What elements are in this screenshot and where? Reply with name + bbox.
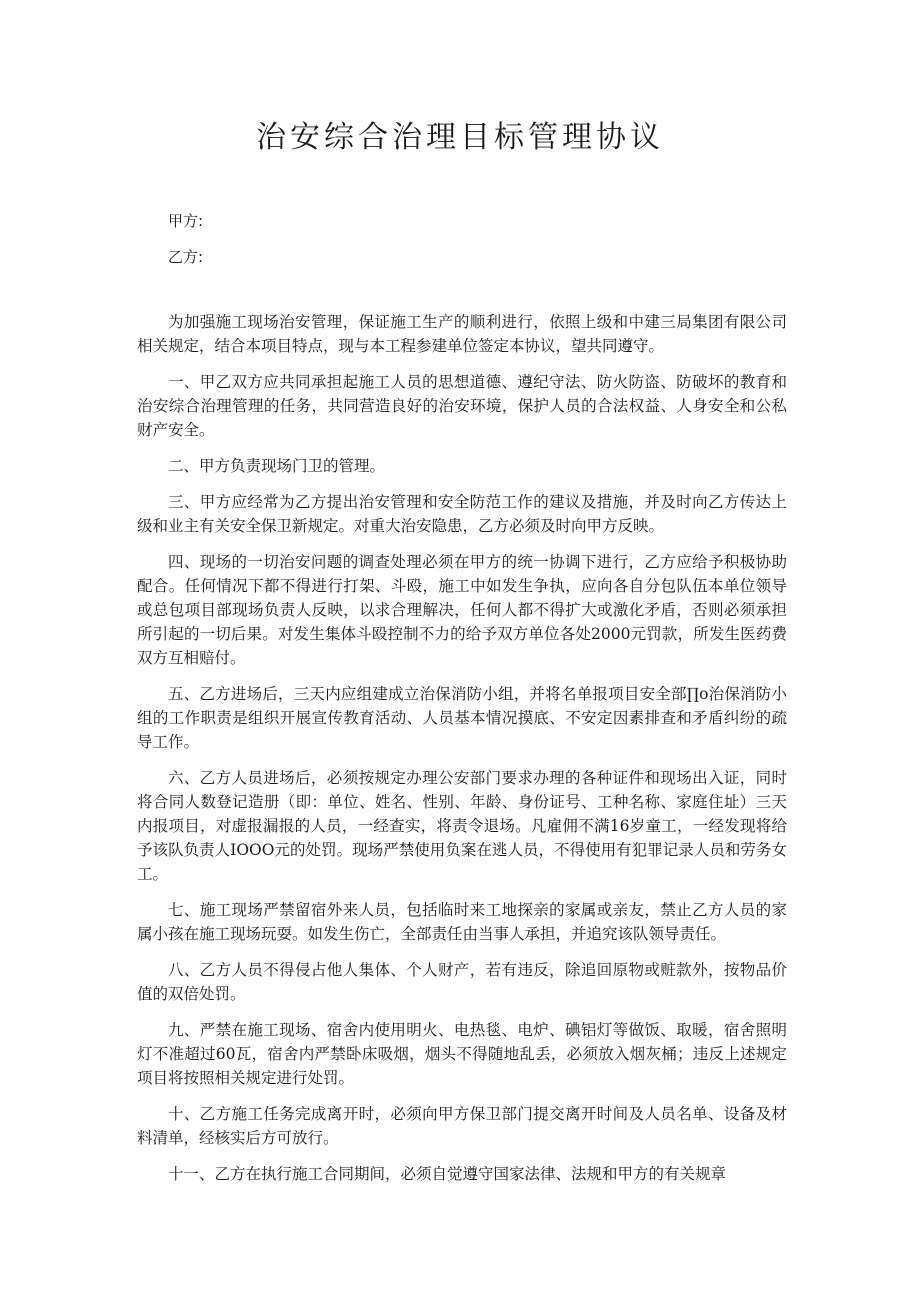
party-a-label: 甲方: [168,212,204,230]
clause-11: 十一、乙方在执行施工合同期间，必须自觉遵守国家法律、法规和甲方的有关规章 [168,1165,727,1183]
clause-10: 十、乙方施工任务完成离开时，必须向甲方保卫部门提交离开时间及人员名单、设备及材料清单，经核实后方可放行。 [137,1105,787,1147]
agreement-body [137,310,787,1198]
clause-9: 九、严禁在施工现场、宿舍内使用明火、电热毯、电炉、碘铝灯等做饭、取暖，宿舍照明灯不准超过60瓦，宿舍内严禁卧床吸烟，烟头不得随地乱丢，必须放入烟灰桶；违反上述规定项目将按照相关规定进行处罚。 [137,1021,787,1087]
clause-2: 二、甲方负责现场门卫的管理。 [168,457,386,475]
clause-1: 一、甲乙双方应共同承担起施工人员的思想道德、遵纪守法、防火防盗、防破坏的教育和治安综合治理管理的任务，共同营造良好的治安环境，保护人员的合法权益、人身安全和公私财产安全。 [137,373,787,439]
document-title: 治安综合治理目标管理协议 [256,120,664,155]
clause-5: 五、乙方进场后，三天内应组建成立治保消防小组，并将名单报项目安全部∏o治保消防小组的工作职责是组织开展宣传教育活动、人员基本情况摸底、不安定因素排查和矛盾纠纷的疏导工作。 [137,685,787,751]
clause-3: 三、甲方应经常为乙方提出治安管理和安全防范工作的建议及措施，并及时向乙方传达上级和业主有关安全保卫新规定。对重大治安隐患，乙方必须及时向甲方反映。 [137,493,787,535]
clause-6: 六、乙方人员进场后，必须按规定办理公安部门要求办理的各种证件和现场出入证，同时将合同人数登记造册（即：单位、姓名、性别、年龄、身份证号、工种名称、家庭住址）三天内报项目，对虚报漏报的人员，一经查实，将责令退场。凡雇佣不满16岁童工，一经发现将给予该队负责人IOOO元的处罚。现场严禁使用负案在逃人员，不得使用有犯罪记录人员和劳务女工。 [137,769,787,883]
party-b-label: 乙方: [168,248,204,266]
paragraph-intro: 为加强施工现场治安管理，保证施工生产的顺利进行，依照上级和中建三局集团有限公司相关规定，结合本项目特点，现与本工程参建单位签定本协议，望共同遵守。 [137,313,787,355]
clause-4: 四、现场的一切治安问题的调查处理必须在甲方的统一协调下进行，乙方应给予积极协助配合。任何情况下都不得进行打架、斗殴，施工中如发生争执，应向各自分包队伍本单位领导或总包项目部现场负责人反映，以求合理解决，任何人都不得扩大或激化矛盾，否则必须承担所引起的一切后果。对发生集体斗殴控制不力的给予双方单位各处2000元罚款，所发生医药费双方互相赔付。 [137,553,787,667]
clause-7: 七、施工现场严禁留宿外来人员，包括临时来工地探亲的家属或亲友，禁止乙方人员的家属小孩在施工现场玩耍。如发生伤亡，全部责任由当事人承担，并追究该队领导责任。 [137,901,787,943]
clause-8: 八、乙方人员不得侵占他人集体、个人财产，若有违反，除追回原物或赃款外，按物品价值的双倍处罚。 [137,961,787,1003]
